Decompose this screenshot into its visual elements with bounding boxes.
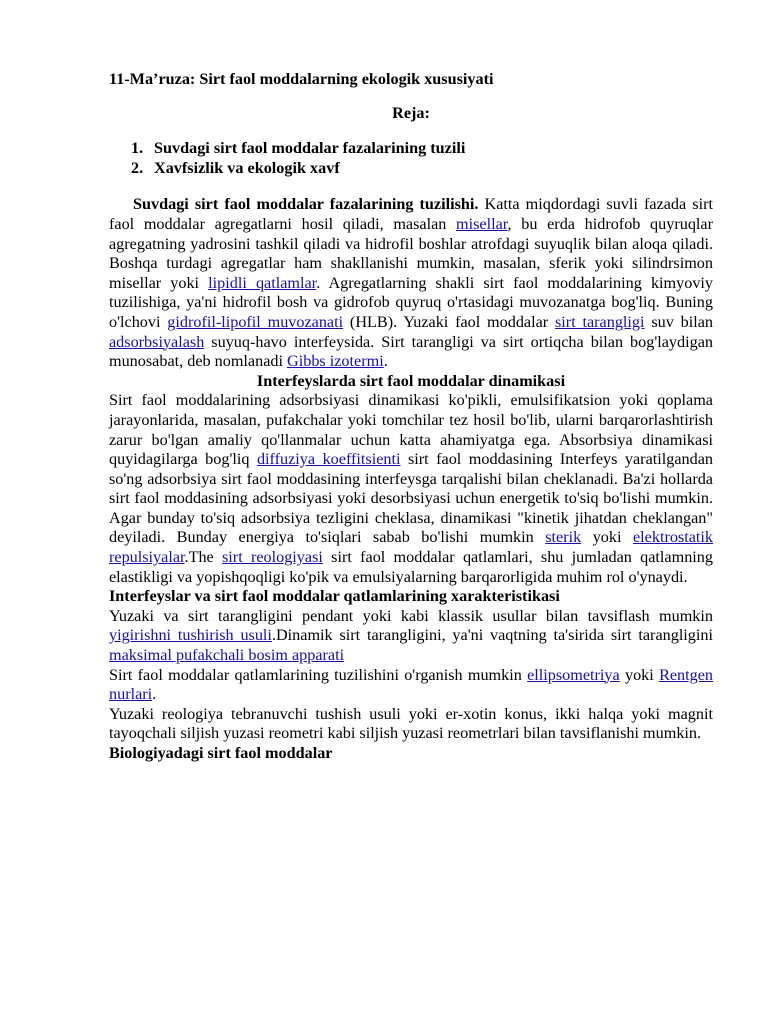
link-yigirishni-tushirish-usuli[interactable]: yigirishni tushirish usuli: [109, 626, 272, 645]
body-text: .: [152, 685, 157, 704]
plan-heading: Reja:: [392, 103, 430, 122]
plan-item-text: Xavfsizlik va ekologik xavf: [154, 158, 340, 177]
link-ellipsometriya[interactable]: ellipsometriya: [527, 665, 620, 684]
section1-paragraph: [109, 195, 713, 371]
link-lipidli-qatlamlar[interactable]: lipidli qatlamlar: [208, 273, 317, 292]
plan-item: [109, 159, 713, 179]
section1-lead: Suvdagi sirt faol moddalar fazalarining tuzilishi.: [133, 195, 479, 214]
body-text: .The: [184, 548, 222, 567]
section2-heading: Interfeyslarda sirt faol moddalar dinamikasi: [256, 371, 566, 390]
body-text: . Agregatlarning shakli sirt faol moddalarining kimyoviy tuzilishiga, ya'ni hidrofil bosh va gidrofob quyruq o'rtasidagi muvozanatga bog'liq. Buning o'lchovi: [109, 273, 714, 331]
body-text: yoki: [581, 528, 633, 547]
link-gibbs-izotermi[interactable]: Gibbs izotermi: [287, 352, 384, 371]
document-page: [109, 70, 713, 764]
document-title: 11-Ma’ruza: Sirt faol moddalarning ekologik xususiyati: [109, 70, 494, 88]
body-text: .: [383, 352, 388, 371]
section3-paragraph-1: [109, 607, 713, 666]
body-text: , bu erda hidrofob quyruqlar agregatning yadrosini tashkil qiladi va hidrofil boshlar atrofdagi suyuqlik bilan aloqa qiladi. Boshqa turdagi agregatlar ham shakllanishi mumkin, masalan, sferik yoki silindrsimon misellar yoki: [109, 214, 713, 292]
plan-item-number: 2.: [131, 158, 144, 177]
section2-paragraph: [109, 391, 713, 587]
plan-item-text: Suvdagi sirt faol moddalar fazalarining tuzili: [154, 139, 466, 158]
body-text: Sirt faol moddalarining adsorbsiyasi dinamikasi ko'pikli, emulsifikatsion yoki qoplama jarayonlarida, masalan, pufakchalar yoki tomchilar tez hosil bo'lib, ularni barqarorlashtirish zarur bo'lgan amaliy qo'llanmalar uchun katta ahamiyatga ega. Absorbsiya dinamikasi quyidagilarga bog'liq: [109, 391, 713, 469]
link-diffuziya-koeffitsienti[interactable]: diffuziya koeffitsienti: [256, 450, 401, 469]
section3-paragraph-2: [109, 666, 713, 705]
body-text: suv bilan: [644, 312, 713, 331]
link-maksimal-pufakchali-bosim-apparati[interactable]: maksimal pufakchali bosim apparati: [109, 646, 345, 665]
link-misellar[interactable]: misellar: [456, 214, 508, 233]
body-text: yoki: [619, 665, 660, 684]
body-text: sirt faol moddalar qatlamlari, shu jumladan qatlamning elastikligi va yopishqoqligi ko'pik va emulsiyalarning barqarorligida muhim rol o'ynaydi.: [109, 548, 713, 586]
link-rentgen-nurlari[interactable]: Rentgen nurlari: [109, 665, 714, 704]
body-text: Yuzaki va sirt tarangligini pendant yoki kabi klassik usullar bilan tavsiflash mumkin: [109, 606, 713, 625]
section4-heading: Biologiyadagi sirt faol moddalar: [109, 744, 333, 762]
body-text: Katta miqdordagi suvli fazada sirt faol moddalar agregatlarni hosil qiladi, masalan: [109, 195, 713, 233]
link-gidrofil-lipofil[interactable]: gidrofil-lipofil muvozanati: [167, 312, 344, 331]
section3-paragraph-3: Yuzaki reologiya tebranuvchi tushish usuli yoki er-xotin konus, ikki halqa yoki magnit tayoqchali siljish yuzasi reometri kabi siljish yuzasi reometrlari bilan tavsiflanishi mumkin.: [109, 704, 713, 743]
section3-heading: Interfeyslar va sirt faol moddalar qatlamlarining xarakteristikasi: [109, 587, 560, 606]
body-text: Sirt faol moddalar qatlamlarining tuzilishini o'rganish mumkin: [109, 665, 528, 684]
body-text: .Dinamik sirt tarangligini, ya'ni vaqtning ta'sirida sirt tarangligini: [271, 626, 713, 645]
body-text: suyuq-havo interfeysida. Sirt tarangligi va sirt ortiqcha bilan bog'laydigan munosabat, deb nomlanadi: [109, 332, 713, 371]
link-elektrostatik-repulsiyalar[interactable]: elektrostatik repulsiyalar: [109, 528, 713, 567]
plan-item: [109, 139, 713, 159]
link-sirt-reologiyasi[interactable]: sirt reologiyasi: [222, 548, 323, 567]
plan-list: [109, 139, 713, 178]
plan-item-number: 1.: [131, 139, 144, 158]
link-sterik[interactable]: sterik: [545, 528, 582, 547]
body-text: sirt faol moddasining Interfeys yaratilgandan so'ng adsorbsiya sirt faol moddasining interfeysga tarqalishi bilan cheklanadi. Ba'zi hollarda sirt faol moddasining adsorbsiyasi yoki desorbsiyasi uchun energetik to'siq bo'lishi mumkin. Agar bunday to'siq adsorbsiya tezligini cheklasa, dinamikasi "kinetik jihatdan cheklangan" deyiladi. Bunday energiya to'siqlari sabab bo'lishi mumkin: [109, 450, 713, 547]
link-sirt-tarangligi[interactable]: sirt tarangligi: [555, 312, 645, 331]
link-adsorbsiyalash[interactable]: adsorbsiyalash: [109, 332, 205, 351]
body-text: (HLB). Yuzaki faol moddalar: [343, 312, 555, 331]
